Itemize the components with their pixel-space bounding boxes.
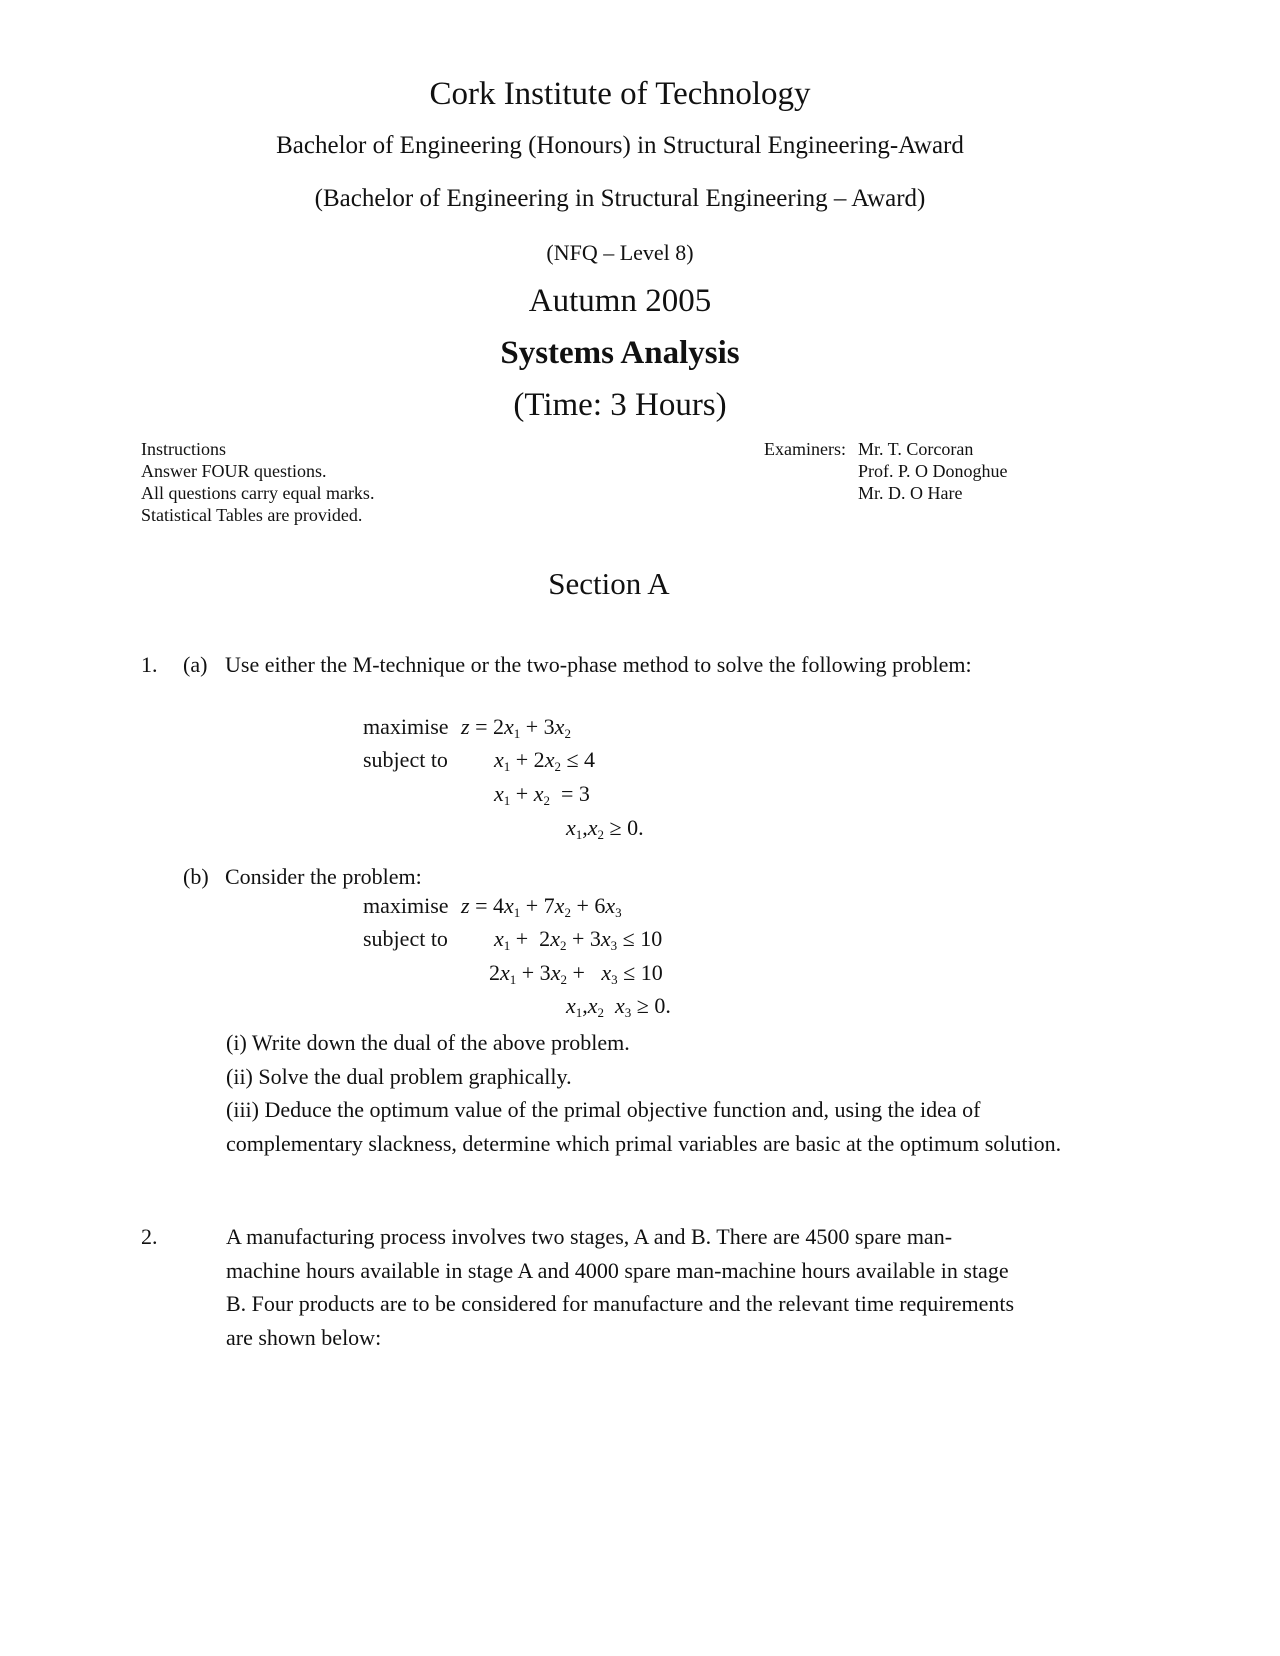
q1a-objective: $z = 2x_1 + 3x_2$ (461, 714, 571, 741)
question-2-line: are shown below: (226, 1325, 382, 1350)
instructions-block (141, 438, 374, 526)
subject-title: Systems Analysis (500, 335, 740, 371)
exam-term: Autumn 2005 (528, 283, 712, 319)
question-1b-text: Consider the problem: (225, 864, 422, 889)
q1b-part-iii-cont: complementary slackness, determine which primal variables are basic at the optimum solution. (226, 1131, 1062, 1156)
q1a-subject-to-label: subject to (363, 747, 448, 772)
q1b-part-iii: (iii) Deduce the optimum value of the primal objective function and, using the idea of (226, 1097, 981, 1122)
instruction-line: Answer FOUR questions. (141, 461, 327, 481)
degree-line: Bachelor of Engineering (Honours) in Structural Engineering-Award (276, 132, 964, 159)
question-2-number: 2. (141, 1224, 158, 1249)
q1b-objective: $z = 4x_1 + 7x_2 + 6x_3$ (461, 893, 622, 920)
q1b-constraint-1: $x_1 + 2x_2 + 3x_3 \le 10$ (494, 926, 663, 953)
q1b-nonnegativity: $x_1,x_2$ $x_3 \ge 0$. (566, 993, 671, 1020)
q1b-part-i: (i) Write down the dual of the above problem. (226, 1030, 630, 1055)
q1b-constraint-2: $2x_1 + 3x_2 + x_3 \le 10$ (489, 960, 663, 987)
exam-duration: (Time: 3 Hours) (513, 387, 727, 423)
question-2-line: B. Four products are to be considered for manufacture and the relevant time requirements (226, 1291, 1015, 1316)
degree-alt-line: (Bachelor of Engineering in Structural Engineering – Award) (314, 185, 926, 212)
question-1-number: 1. (141, 652, 158, 677)
question-2-line: machine hours available in stage A and 4000 spare man-machine hours available in stage (226, 1258, 1009, 1283)
question-1a-label: (a) (183, 652, 208, 677)
q1a-constraint-1: $x_1 + 2x_2 \le 4$ (494, 747, 596, 774)
q1b-subject-to-label: subject to (363, 926, 448, 951)
q1b-maximise-label: maximise (363, 893, 449, 918)
question-2-line: A manufacturing process involves two stages, A and B. There are 4500 spare man- (226, 1224, 953, 1249)
q1b-part-ii: (ii) Solve the dual problem graphically. (226, 1064, 572, 1089)
examiners-list (858, 438, 1008, 504)
examiner-name: Mr. T. Corcoran (858, 439, 974, 459)
instruction-line: All questions carry equal marks. (141, 483, 375, 503)
section-heading: Section A (548, 566, 670, 601)
q1a-constraint-2: $x_1 + x_2 = 3$ (494, 781, 590, 808)
examiner-name: Prof. P. O Donoghue (858, 461, 1008, 481)
q1a-maximise-label: maximise (363, 714, 449, 739)
question-1a-text: Use either the M-technique or the two-phase method to solve the following problem: (225, 652, 972, 677)
institution-title: Cork Institute of Technology (429, 76, 811, 112)
question-1b-label: (b) (183, 864, 209, 889)
examiners-label: Examiners: (764, 439, 846, 459)
instructions-heading: Instructions (141, 439, 226, 459)
q1a-nonnegativity: $x_1,x_2 \ge 0$. (566, 815, 644, 842)
instruction-line: Statistical Tables are provided. (141, 505, 363, 525)
examiner-name: Mr. D. O Hare (858, 483, 963, 503)
nfq-level: (NFQ – Level 8) (546, 240, 694, 265)
